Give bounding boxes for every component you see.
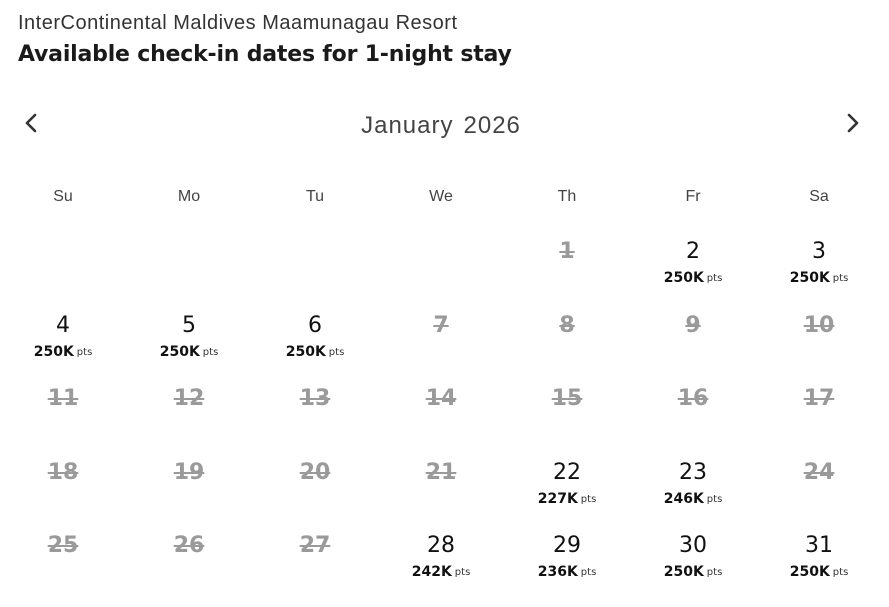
day-number: 14 [425, 386, 457, 411]
points-unit: pts [202, 346, 219, 358]
unavailable-date-cell [378, 457, 504, 531]
available-date-cell[interactable] [630, 530, 756, 604]
points-price [756, 268, 882, 288]
next-month-button[interactable] [840, 110, 866, 136]
day-number: 19 [173, 459, 205, 485]
day-number: 20 [299, 459, 331, 485]
points-unit: pts [706, 273, 723, 284]
day-number: 16 [677, 386, 709, 411]
points-amount: 242K [411, 564, 452, 580]
points-unit: pts [454, 567, 471, 578]
points-amount: 250K [663, 270, 704, 286]
points-amount: 246K [663, 490, 704, 507]
day-number: 24 [803, 459, 835, 485]
day-number: 22 [553, 459, 581, 485]
unavailable-date-cell [504, 236, 630, 310]
day-number: 9 [685, 312, 701, 338]
weekday-label: Su [53, 188, 73, 205]
available-date-cell[interactable] [504, 457, 630, 531]
unavailable-date-cell [126, 383, 252, 457]
unavailable-date-cell [630, 383, 756, 457]
available-date-cell[interactable] [756, 530, 882, 604]
day-number: 30 [679, 533, 707, 558]
weekday-label: Th [557, 188, 577, 205]
available-date-cell[interactable] [756, 236, 882, 310]
available-date-cell[interactable] [504, 530, 630, 604]
calendar-grid [0, 236, 882, 604]
unavailable-date-cell [504, 383, 630, 457]
points-price [630, 268, 756, 288]
unavailable-date-cell [126, 457, 252, 531]
weekday-label: Tu [305, 188, 325, 205]
points-amount: 250K [285, 343, 326, 360]
unavailable-date-cell [378, 383, 504, 457]
points-unit: pts [328, 346, 345, 358]
points-amount: 250K [159, 343, 200, 360]
unavailable-date-cell [504, 310, 630, 384]
day-number: 13 [299, 386, 331, 411]
points-price [504, 562, 630, 582]
empty-day-cell [0, 236, 126, 310]
points-price [126, 342, 252, 362]
unavailable-date-cell [252, 383, 378, 457]
unavailable-date-cell [126, 530, 252, 604]
day-number: 17 [803, 386, 835, 411]
unavailable-date-cell [0, 530, 126, 604]
day-number: 7 [433, 312, 449, 338]
available-date-cell[interactable] [0, 310, 126, 384]
day-number: 29 [553, 533, 581, 558]
unavailable-date-cell [630, 310, 756, 384]
day-number: 21 [425, 459, 457, 485]
unavailable-date-cell [0, 457, 126, 531]
unavailable-date-cell [378, 310, 504, 384]
unavailable-date-cell [252, 457, 378, 531]
points-price [630, 562, 756, 582]
month-year-label [0, 112, 882, 140]
day-number: 26 [173, 533, 205, 558]
page-title: Available check-in dates for 1-night stay [18, 42, 512, 67]
points-price [504, 489, 630, 509]
day-number: 25 [47, 533, 79, 558]
hotel-name: InterContinental Maldives Maamunagau Resort [18, 12, 458, 34]
points-amount: 250K [789, 564, 830, 580]
points-unit: pts [580, 493, 597, 505]
day-number: 18 [47, 459, 79, 485]
unavailable-date-cell [756, 310, 882, 384]
weekday-label: Fr [685, 188, 701, 205]
points-unit: pts [706, 493, 723, 505]
month-label: January [361, 112, 454, 139]
empty-day-cell [126, 236, 252, 310]
points-unit: pts [832, 567, 849, 578]
chevron-right-icon [846, 113, 860, 133]
weekday-header [0, 188, 882, 208]
points-amount: 250K [33, 343, 74, 360]
points-unit: pts [580, 567, 597, 578]
day-number: 1 [559, 239, 575, 264]
day-number: 4 [56, 312, 70, 338]
points-price [0, 342, 126, 362]
available-date-cell[interactable] [252, 310, 378, 384]
points-price [252, 342, 378, 362]
unavailable-date-cell [756, 457, 882, 531]
available-date-cell[interactable] [378, 530, 504, 604]
available-date-cell[interactable] [630, 236, 756, 310]
day-number: 15 [551, 386, 583, 411]
day-number: 10 [803, 312, 835, 338]
unavailable-date-cell [756, 383, 882, 457]
day-number: 27 [299, 533, 331, 558]
available-date-cell[interactable] [126, 310, 252, 384]
weekday-label: We [429, 188, 453, 205]
empty-day-cell [252, 236, 378, 310]
points-price [630, 489, 756, 509]
day-number: 6 [308, 312, 322, 338]
year-label: 2026 [463, 112, 521, 139]
points-unit: pts [706, 567, 723, 578]
empty-day-cell [378, 236, 504, 310]
day-number: 12 [173, 386, 205, 411]
points-unit: pts [832, 273, 849, 284]
points-amount: 236K [537, 564, 578, 580]
unavailable-date-cell [252, 530, 378, 604]
day-number: 31 [805, 533, 833, 558]
day-number: 11 [47, 386, 79, 411]
day-number: 23 [679, 459, 707, 485]
points-price [756, 562, 882, 582]
points-amount: 250K [663, 564, 704, 580]
weekday-label: Sa [809, 188, 829, 205]
points-unit: pts [76, 346, 93, 358]
day-number: 2 [686, 239, 700, 264]
available-date-cell[interactable] [630, 457, 756, 531]
points-amount: 250K [789, 270, 830, 286]
day-number: 28 [427, 533, 455, 558]
unavailable-date-cell [0, 383, 126, 457]
points-price [378, 562, 504, 582]
day-number: 8 [559, 312, 575, 338]
weekday-label: Mo [177, 188, 201, 205]
day-number: 3 [812, 239, 826, 264]
day-number: 5 [182, 312, 196, 338]
points-amount: 227K [537, 490, 578, 507]
